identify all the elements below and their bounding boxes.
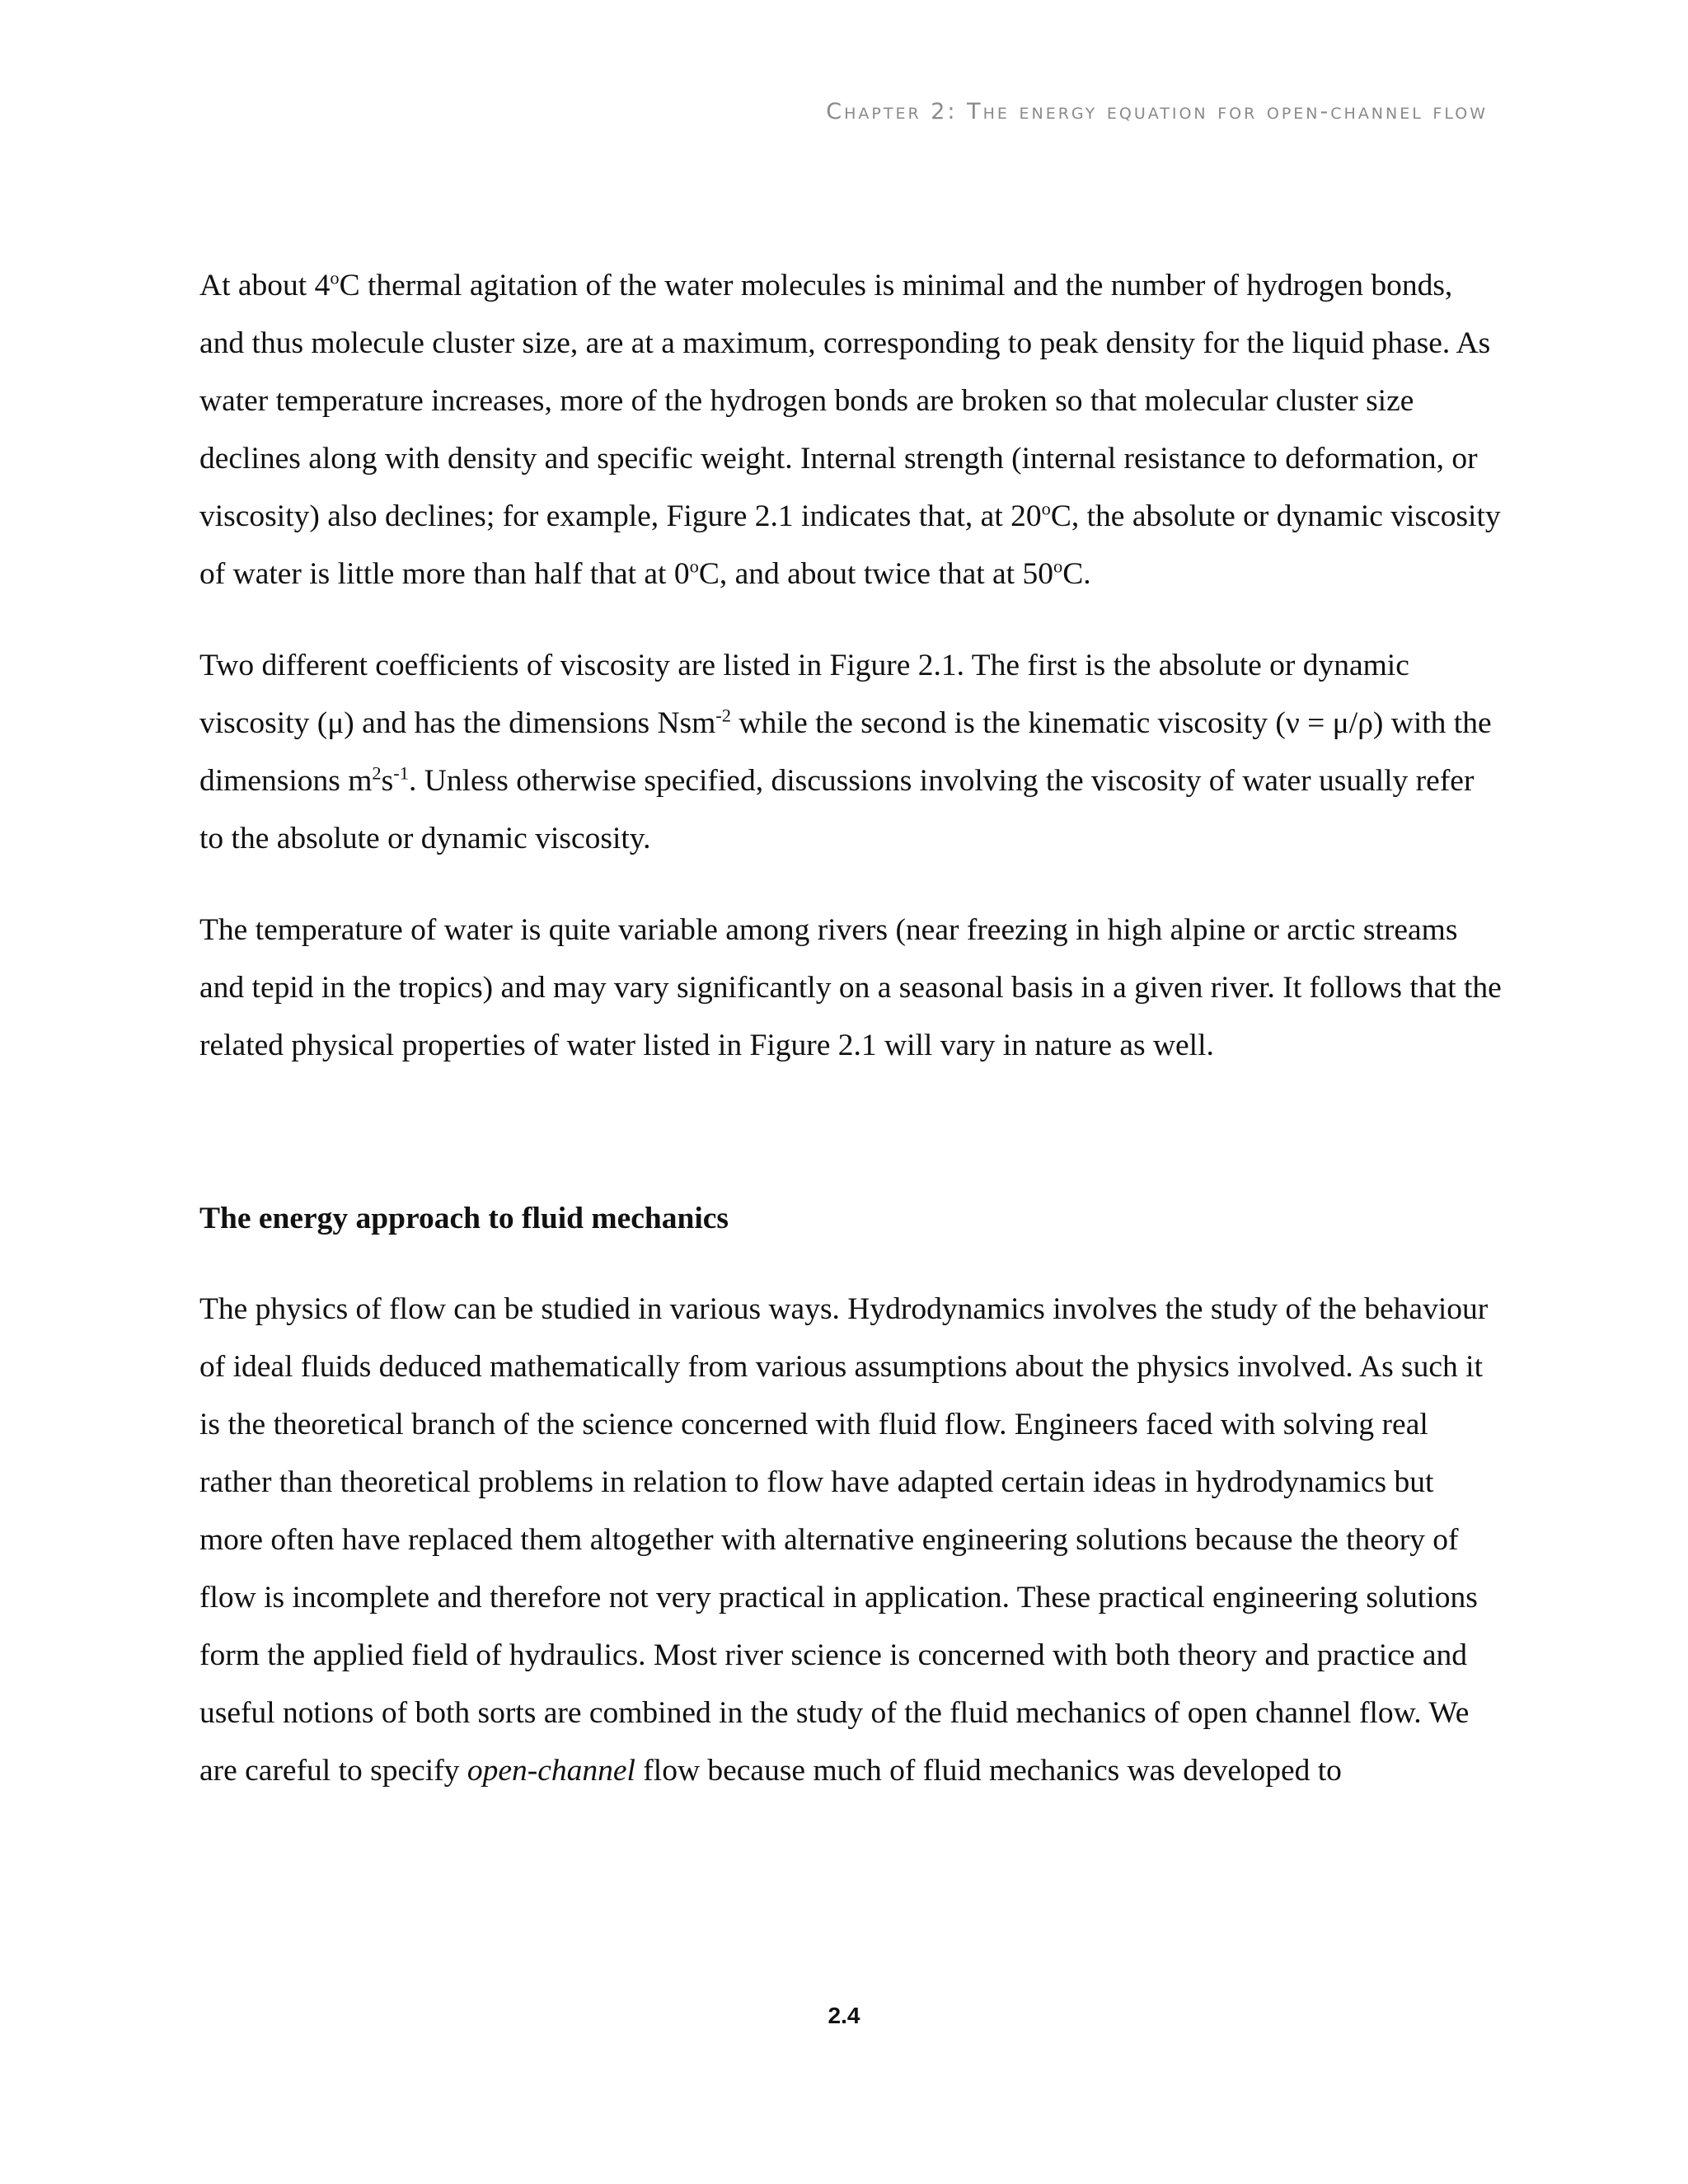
paragraph-physics-of-flow [199, 1281, 1502, 1800]
text-run: s [381, 764, 394, 798]
text-run: C, the absolute or dynamic viscosity of water is little more than half that at 0 [199, 499, 1501, 591]
paragraph-viscosity-coefficients [199, 637, 1502, 868]
page-body [199, 257, 1502, 1834]
text-run: . Unless otherwise specified, discussions involving the viscosity of water usually refer to the absolute or dynamic viscosity. [199, 764, 1475, 855]
text-run: At about 4 [199, 269, 331, 302]
text-run: The physics of flow can be studied in various ways. Hydrodynamics involves the study of the behaviour of ideal fluids deduced mathematically from various assumptions about the physics involved. As such it is the theoretical branch of the science concerned with fluid flow. Engineers faced with solving real rather than theoretical problems in relation to flow have adapted certain ideas in hydrodynamics but more often have replaced them altogether with alternative engineering solutions because the theory of flow is incomplete and therefore not very practical in application. These practical engineering solutions form the applied field of hydraulics. Most river science is concerned with both theory and practice and useful notions of both sorts are combined in the study of the fluid mechanics of open channel flow. We are careful to specify [199, 1292, 1489, 1788]
degree-superscript: o [1053, 555, 1063, 577]
page-number: 2.4 [828, 2003, 860, 2028]
text-run: C, and about twice that at 50 [698, 557, 1053, 591]
exponent-superscript: 2 [372, 762, 382, 784]
exponent-superscript: -2 [715, 705, 732, 726]
text-run: C thermal agitation of the water molecules is minimal and the number of hydrogen bonds, and thus molecule cluster size, are at a maximum, corresponding to peak density for the liquid phase. As water temperature increases, more of the hydrogen bonds are broken so that molecular cluster size declines along with density and specific weight. Internal strength (internal resistance to deformation, or viscosity) also declines; for example, Figure 2.1 indicates that, at 20 [199, 269, 1491, 533]
running-header: Chapter 2: The energy equation for open-channel flow [826, 99, 1488, 124]
text-run: Two different coefficients of viscosity are listed in Figure 2.1. The first is the absolute or dynamic viscosity (μ) and has the dimensions Nsm [199, 649, 1409, 740]
paragraph-water-temperature-density [199, 257, 1502, 603]
degree-superscript: o [689, 555, 699, 577]
paragraph-river-temperature: The temperature of water is quite variable among rivers (near freezing in high alpine or arctic streams and tepid in the tropics) and may vary significantly on a seasonal basis in a given river. It follows that the related physical properties of water listed in Figure 2.1 will vary in nature as well. [199, 913, 1502, 1062]
text-run: C. [1062, 557, 1091, 591]
text-run: while the second is the kinematic viscosity (ν = μ/ρ) with the dimensions m [199, 706, 1492, 798]
emphasis-text: open-channel [467, 1754, 635, 1788]
text-run: flow because much of fluid mechanics was developed to [635, 1754, 1342, 1788]
degree-superscript: o [1041, 498, 1051, 519]
section-heading: The energy approach to fluid mechanics [199, 1202, 729, 1235]
exponent-superscript: -1 [393, 762, 409, 784]
degree-superscript: o [330, 267, 340, 288]
